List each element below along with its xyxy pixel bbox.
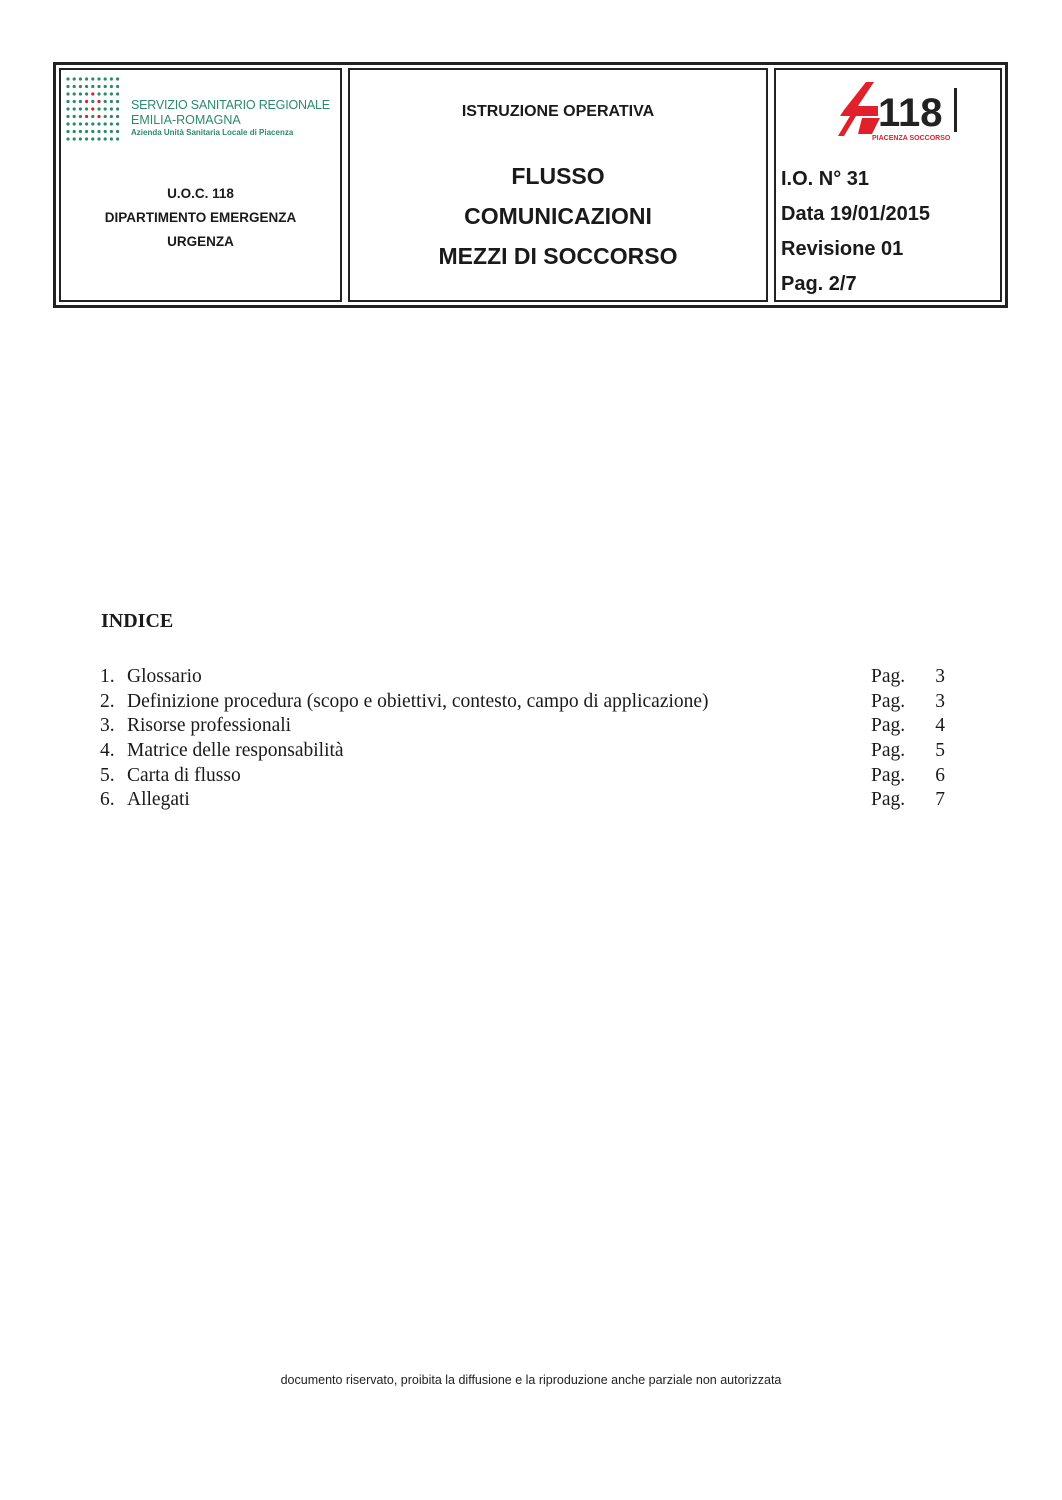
- dot-grid-logo-icon: [65, 76, 121, 144]
- logo-dot: [73, 122, 76, 125]
- logo-dot: [116, 137, 119, 140]
- logo-dot: [79, 77, 82, 80]
- toc-entry-page: 3: [935, 666, 945, 688]
- logo-dot: [73, 100, 76, 103]
- logo-dot: [116, 100, 119, 103]
- logo-dot: [97, 115, 100, 118]
- logo-dot: [79, 122, 82, 125]
- toc-entry: [100, 690, 945, 715]
- logo-118-number: 118: [878, 91, 943, 135]
- logo-dot: [66, 100, 69, 103]
- toc-entry-number: 2.: [100, 690, 115, 712]
- document-header-table: [53, 62, 1008, 308]
- toc-entry-label: Definizione procedura (scopo e obiettivi, contesto, campo di applicazione): [127, 690, 709, 712]
- confidentiality-footer: documento riservato, proibita la diffusione e la riproduzione anche parziale non autorizzata: [280, 1373, 782, 1387]
- toc-entry-number: 3.: [100, 715, 115, 737]
- toc-entry-label: Carta di flusso: [127, 764, 241, 786]
- toc-entry: [100, 739, 945, 764]
- logo-118-caption: PIACENZA SOCCORSO: [872, 135, 951, 142]
- toc-entry: [100, 788, 945, 813]
- logo-dot: [110, 107, 113, 110]
- page-number: Pag. 2/7: [781, 273, 857, 295]
- logo-dot: [110, 77, 113, 80]
- logo-dot: [79, 115, 82, 118]
- logo-dot: [104, 130, 107, 133]
- department-line: URGENZA: [167, 234, 234, 249]
- toc-entry-pag-label: Pag.: [871, 740, 906, 762]
- logo-dot: [66, 130, 69, 133]
- toc-entry: [100, 714, 945, 739]
- document-date: Data 19/01/2015: [781, 203, 931, 225]
- logo-dot: [116, 92, 119, 95]
- logo-dot: [104, 100, 107, 103]
- logo-dot: [116, 77, 119, 80]
- toc-entry-page: 6: [935, 764, 945, 786]
- document-type: ISTRUZIONE OPERATIVA: [461, 103, 655, 120]
- logo-dot: [97, 122, 100, 125]
- toc-entry-number: 6.: [100, 789, 115, 811]
- logo-dot: [104, 77, 107, 80]
- logo-dot: [104, 122, 107, 125]
- department-block: [61, 182, 340, 254]
- regional-health-service-logo: [65, 76, 340, 146]
- logo-dot: [85, 137, 88, 140]
- logo-dot: [110, 115, 113, 118]
- logo-dot: [97, 137, 100, 140]
- logo-dot: [73, 137, 76, 140]
- 118-emergency-logo-icon: [836, 78, 961, 144]
- logo-dot: [91, 92, 94, 95]
- logo-dot: [66, 107, 69, 110]
- logo-dot: [91, 100, 94, 103]
- toc-entry-number: 1.: [100, 666, 115, 688]
- logo-dot: [85, 77, 88, 80]
- logo-dot: [85, 85, 88, 88]
- toc-entry-page: 3: [935, 690, 945, 712]
- logo-dot: [91, 77, 94, 80]
- logo-dot: [85, 115, 88, 118]
- logo-dot: [110, 130, 113, 133]
- logo-dot: [66, 92, 69, 95]
- toc-entry-pag-label: Pag.: [871, 764, 906, 786]
- logo-line-1: SERVIZIO SANITARIO REGIONALE: [131, 98, 330, 112]
- logo-dot: [79, 130, 82, 133]
- logo-dot: [85, 122, 88, 125]
- logo-dot: [79, 85, 82, 88]
- logo-dot: [73, 115, 76, 118]
- logo-dot: [116, 122, 119, 125]
- logo-dot: [104, 115, 107, 118]
- department-line: U.O.C. 118: [167, 186, 234, 201]
- logo-dot: [79, 100, 82, 103]
- logo-dot: [91, 122, 94, 125]
- logo-line-3: Azienda Unità Sanitaria Locale di Piacenza: [131, 128, 294, 137]
- logo-dot: [116, 85, 119, 88]
- toc-entry-page: 7: [935, 789, 945, 811]
- title-line: MEZZI DI SOCCORSO: [438, 243, 678, 269]
- toc-entry-pag-label: Pag.: [871, 715, 906, 737]
- logo-dot: [85, 107, 88, 110]
- logo-dot: [66, 85, 69, 88]
- toc-entry-label: Matrice delle responsabilità: [127, 740, 344, 762]
- logo-dot: [85, 92, 88, 95]
- logo-dot: [66, 122, 69, 125]
- toc-entry-pag-label: Pag.: [871, 789, 906, 811]
- toc-entry-pag-label: Pag.: [871, 690, 906, 712]
- toc-entry: [100, 665, 945, 690]
- logo-dot: [97, 130, 100, 133]
- logo-line-2: EMILIA-ROMAGNA: [131, 113, 241, 127]
- logo-dot: [79, 137, 82, 140]
- logo-dot: [91, 137, 94, 140]
- logo-dot: [116, 130, 119, 133]
- logo-dot: [91, 115, 94, 118]
- logo-dot: [73, 130, 76, 133]
- logo-dot: [73, 92, 76, 95]
- logo-dot: [73, 107, 76, 110]
- logo-dot: [97, 100, 100, 103]
- toc-entry-pag-label: Pag.: [871, 666, 906, 688]
- toc-entry-page: 5: [935, 740, 945, 762]
- header-left-cell: [59, 68, 342, 302]
- toc-entry-label: Allegati: [127, 789, 190, 811]
- logo-dot: [110, 100, 113, 103]
- logo-dot: [91, 85, 94, 88]
- logo-dot: [66, 137, 69, 140]
- table-of-contents: [100, 665, 945, 813]
- logo-dot: [66, 77, 69, 80]
- document-info: [781, 162, 930, 302]
- logo-dot: [110, 85, 113, 88]
- logo-dot: [73, 85, 76, 88]
- logo-dot: [79, 92, 82, 95]
- index-heading: INDICE: [101, 610, 174, 632]
- logo-dot: [104, 107, 107, 110]
- logo-dot: [66, 115, 69, 118]
- logo-dot: [85, 100, 88, 103]
- logo-dot: [97, 107, 100, 110]
- header-middle-cell: [348, 68, 768, 302]
- header-right-cell: [774, 68, 1002, 302]
- toc-entry-number: 5.: [100, 764, 115, 786]
- logo-dot: [91, 107, 94, 110]
- toc-entry-label: Glossario: [127, 666, 202, 688]
- toc-entry: [100, 763, 945, 788]
- logo-dot: [73, 77, 76, 80]
- toc-entry-number: 4.: [100, 740, 115, 762]
- logo-dot: [104, 137, 107, 140]
- toc-entry-page: 4: [935, 715, 945, 737]
- logo-dot: [104, 92, 107, 95]
- logo-dot: [97, 92, 100, 95]
- document-title: [350, 156, 766, 276]
- logo-dot: [97, 85, 100, 88]
- logo-dot: [97, 77, 100, 80]
- title-line: COMUNICAZIONI: [464, 203, 652, 229]
- toc-entry-label: Risorse professionali: [127, 715, 292, 737]
- logo-dot: [110, 137, 113, 140]
- logo-dot: [104, 85, 107, 88]
- title-line: FLUSSO: [511, 163, 605, 189]
- io-number: I.O. N° 31: [781, 168, 870, 190]
- logo-dot: [85, 130, 88, 133]
- logo-dot: [91, 130, 94, 133]
- logo-dot: [110, 92, 113, 95]
- logo-dot: [116, 107, 119, 110]
- logo-dot: [116, 115, 119, 118]
- logo-dot: [110, 122, 113, 125]
- logo-dot: [79, 107, 82, 110]
- department-line: DIPARTIMENTO EMERGENZA: [104, 210, 297, 225]
- revision: Revisione 01: [781, 238, 904, 260]
